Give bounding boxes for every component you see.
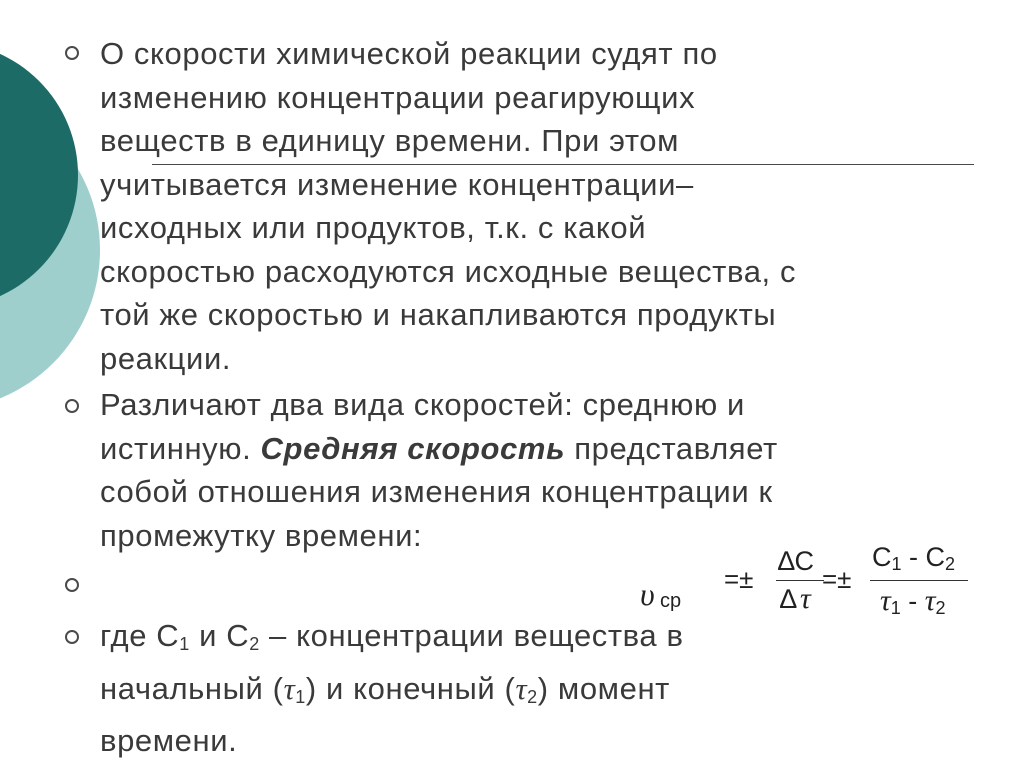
fraction-bar: [870, 580, 968, 581]
text-line: собой отношения изменения концентрации к: [100, 474, 773, 509]
subscript: 2: [945, 554, 956, 574]
text-line: веществ в единицу времени. При этом: [100, 123, 680, 158]
bullet-icon: [65, 46, 79, 60]
average-rate-formula: [640, 542, 980, 632]
text-line: скоростью расходуются исходные вещества, с: [100, 253, 797, 289]
denominator-difference: [880, 584, 946, 619]
bullet-icon: [65, 578, 79, 592]
text-line: той же скоростью и накапливаются продукты: [100, 297, 777, 332]
numerator-delta-c: ∆C: [778, 546, 815, 576]
text-line: изменению концентрации реагирующих: [100, 79, 696, 115]
text-line: учитывается изменение концентрации–: [100, 166, 694, 202]
subscript: 2: [527, 686, 538, 707]
text-run: представляет: [565, 430, 778, 466]
numerator-difference: [872, 542, 955, 575]
text-line: реакции.: [100, 340, 232, 376]
text-run: истинную.: [100, 430, 261, 466]
text-run: – концентрации вещества в: [259, 618, 684, 653]
text-run: ) момент: [537, 670, 670, 706]
subscript: 2: [249, 634, 260, 654]
text-line: промежутку времени:: [100, 517, 423, 553]
minus: -: [900, 586, 925, 616]
tau-symbol: τ: [283, 670, 296, 706]
text-line: [100, 614, 684, 667]
tau-symbol: τ: [924, 584, 936, 617]
tau-symbol: τ: [515, 670, 528, 706]
text-line: исходных или продуктов, т.к. с какой: [100, 210, 647, 245]
text-run: начальный (: [100, 670, 284, 706]
upsilon-symbol: υ: [640, 576, 655, 612]
subscript: 1: [295, 686, 306, 707]
text-line: О скорости химической реакции судят по: [100, 36, 718, 71]
text-run: где С: [100, 618, 180, 653]
bullet-icon: [65, 630, 79, 644]
text-run: и С: [189, 618, 250, 653]
paragraph-1: [100, 32, 796, 380]
paragraph-2: [100, 383, 778, 557]
emphasized-term: Средняя скорость: [260, 430, 566, 466]
text-line: времени.: [100, 723, 238, 758]
cp-subscript: ср: [660, 590, 682, 612]
paragraph-4: [100, 614, 684, 763]
subscript: 1: [890, 598, 901, 618]
equals-plus-minus: =±: [724, 564, 754, 594]
text-line: [100, 427, 778, 471]
tau-symbol: τ: [880, 584, 891, 617]
denominator-delta: ∆: [780, 584, 797, 614]
subscript: 2: [935, 598, 946, 618]
text-line: [100, 667, 684, 720]
minus-c: - C: [901, 542, 946, 572]
fraction-bar: [776, 580, 824, 581]
equals-plus-minus: =±: [822, 564, 852, 594]
denominator-tau: τ: [800, 582, 811, 615]
bullet-icon: [65, 399, 79, 413]
subscript: 1: [179, 634, 190, 654]
text-line: Различают два вида скоростей: среднюю и: [100, 387, 745, 422]
c-symbol: C: [872, 542, 892, 572]
subscript: 1: [891, 554, 902, 574]
text-run: ) и конечный (: [305, 670, 516, 706]
